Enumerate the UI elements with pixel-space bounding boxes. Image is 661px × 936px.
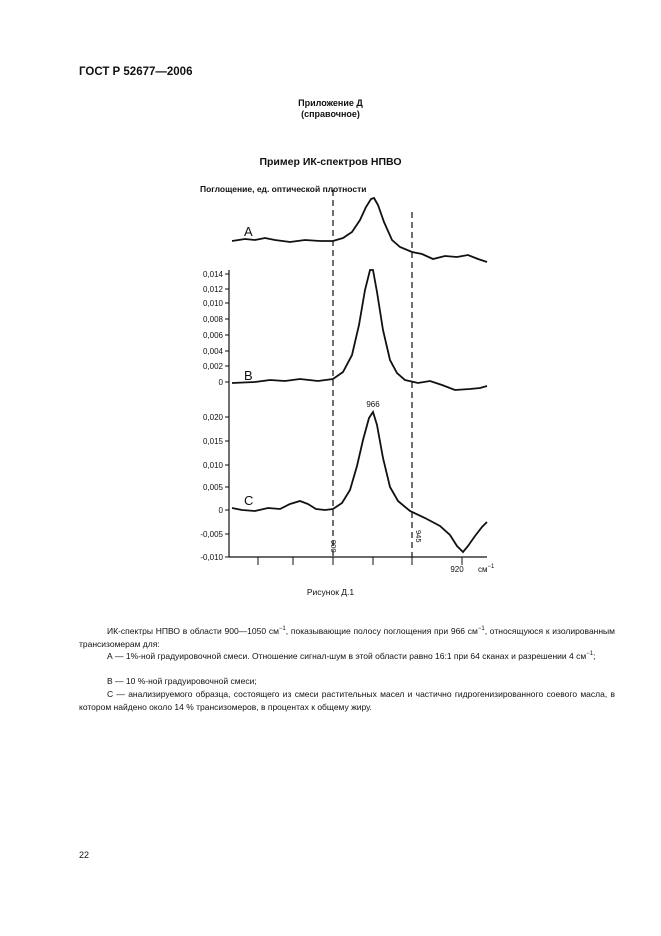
- text-run: ;: [593, 651, 596, 661]
- y-tick-label: -0,010: [200, 553, 223, 562]
- x-unit-base: см: [478, 565, 488, 574]
- spectrum-c-line: [232, 412, 487, 552]
- superscript: −1: [278, 626, 286, 633]
- item-b-paragraph: В — 10 %-ной градуировочной смеси;: [107, 676, 257, 686]
- panel-label-c: C: [244, 493, 254, 508]
- x-tick-label-920: 920: [450, 565, 464, 574]
- x-unit-exp: −1: [487, 564, 495, 570]
- y-tick-label: 0,010: [202, 299, 223, 308]
- y-tick-label: 0,008: [202, 315, 223, 324]
- y-tick-label: 0,012: [202, 285, 223, 294]
- y-tick-label: 0,015: [202, 437, 223, 446]
- peak-annotation-966: 966: [366, 400, 380, 409]
- annex-subtitle: (справочное): [301, 109, 360, 119]
- item-a-paragraph: [79, 650, 615, 663]
- annex-title: Приложение Д: [298, 98, 363, 108]
- y-tick-label: 0: [218, 506, 223, 515]
- text-run: А — 1%-ной градуировочной смеси. Отношение сигнал-шум в этой области равно 16:1 при 64 сканах и разрешении 4 см: [107, 651, 587, 661]
- y-tick-label: 0,004: [202, 347, 223, 356]
- y-tick-label: 0,002: [202, 362, 223, 371]
- spectrum-b-line: [232, 270, 487, 390]
- text-run: , показывающие полосу поглощения при 966 см: [285, 626, 478, 636]
- text-run: , относящуюся к изолированным трансизомерам для:: [79, 626, 616, 649]
- text-run: ИК-спектры НПВО в области 900—1050 см: [107, 626, 279, 636]
- x-axis-ticks: [258, 557, 462, 565]
- superscript: −1: [477, 626, 485, 633]
- y-tick-label: 0: [218, 378, 223, 387]
- item-c-paragraph: С — анализируемого образца, состоящего из смеси растительных масел и частично гидрогенизированного соевого масла, в котором найдено около 14 % трансизомеров, в процентах к общему жиру.: [79, 689, 615, 712]
- x-axis-unit: [478, 564, 495, 574]
- document-code: ГОСТ Р 52677—2006: [79, 66, 193, 78]
- y-tick-label: -0,005: [200, 530, 223, 539]
- figure-caption: Рисунок Д.1: [306, 587, 355, 597]
- panel-label-b: B: [244, 368, 253, 383]
- spectrum-a-line: [232, 198, 487, 262]
- page-number: 22: [79, 850, 90, 860]
- y-tick-label: 0,014: [202, 270, 223, 279]
- y-axis-label: Поглощение, ед. оптической плотности: [200, 184, 367, 194]
- vline-label-900: 900: [329, 540, 338, 553]
- description-paragraph: [79, 625, 615, 651]
- panel-label-a: A: [244, 224, 253, 239]
- y-tick-label: 0,006: [202, 331, 223, 340]
- y-tick-label: 0,020: [202, 413, 223, 422]
- y-tick-label: 0,010: [202, 461, 223, 470]
- y-tick-label: 0,005: [202, 483, 223, 492]
- vline-label-945: 945: [414, 530, 423, 543]
- figure-title: Пример ИК-спектров НПВО: [259, 156, 402, 168]
- superscript: −1: [586, 651, 594, 658]
